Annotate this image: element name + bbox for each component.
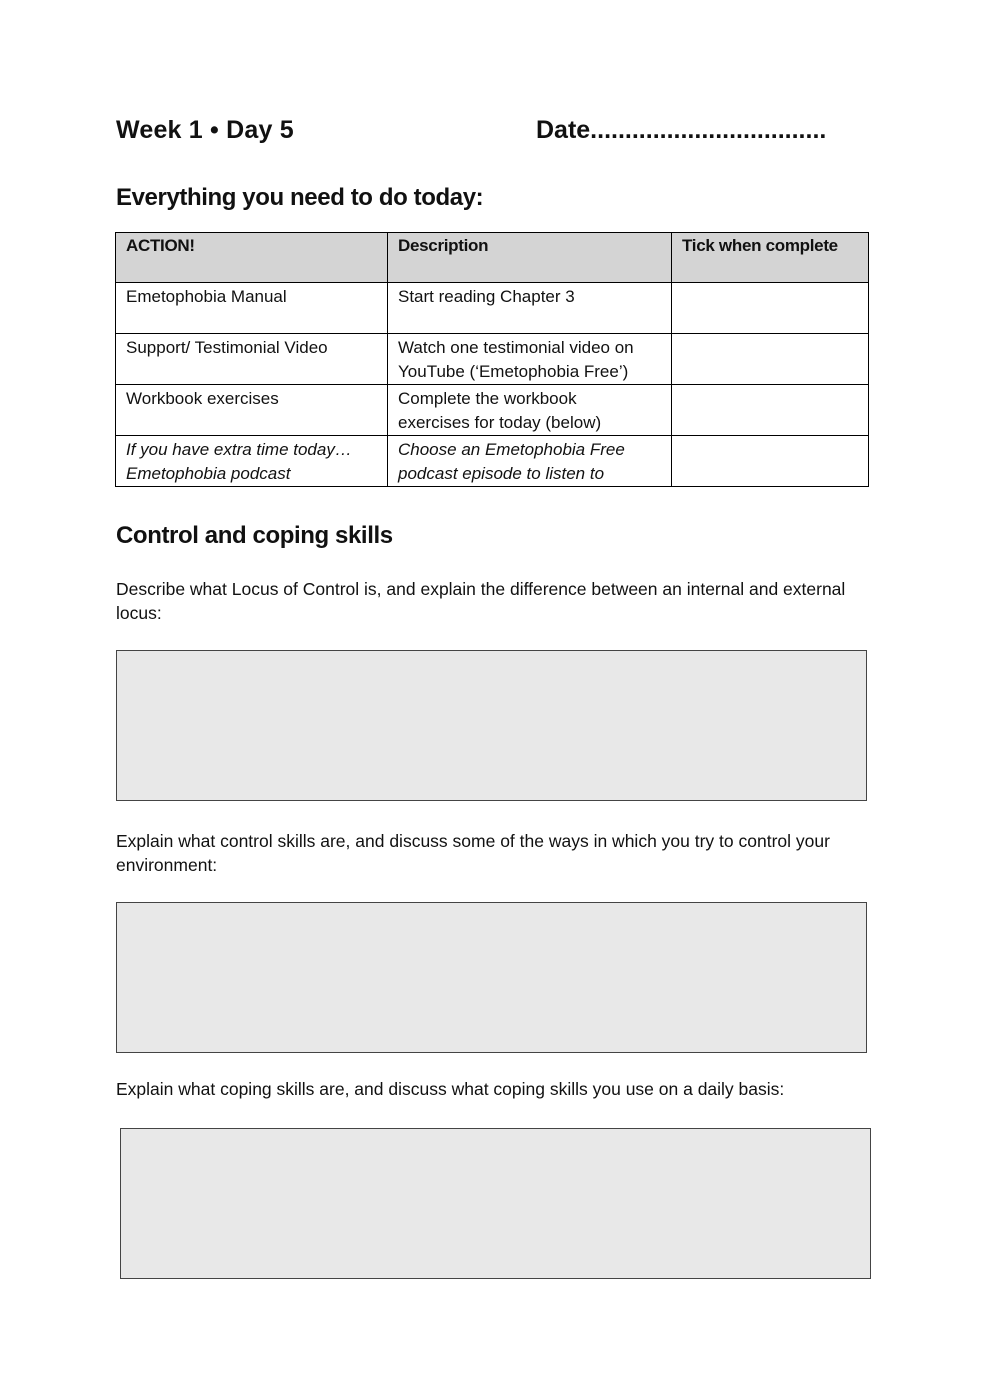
description-text: Choose an Emetophobia Free [398, 440, 625, 459]
today-section-title: Everything you need to do today: [116, 184, 484, 211]
description-text: Watch one testimonial video on [398, 338, 634, 357]
table-row [116, 436, 869, 487]
skills-section-title: Control and coping skills [116, 522, 393, 549]
control-skills-prompt: Explain what control skills are, and discuss some of the ways in which you try to control your environment: [116, 831, 830, 875]
tick-cell[interactable] [672, 334, 869, 385]
description-text: YouTube (‘Emetophobia Free’) [398, 362, 629, 381]
table-header-row [116, 233, 869, 283]
description-cell [388, 436, 672, 487]
locus-of-control-answer-box[interactable] [116, 650, 867, 801]
description-text: exercises for today (below) [398, 413, 602, 432]
action-cell [116, 436, 388, 487]
column-header-tick: Tick when complete [672, 233, 869, 283]
control-skills-answer-box[interactable] [116, 902, 867, 1053]
tick-cell[interactable] [672, 385, 869, 436]
description-cell [388, 283, 672, 334]
table-row [116, 385, 869, 436]
description-text: podcast episode to listen to [398, 464, 605, 483]
action-text: Emetophobia Manual [126, 287, 287, 306]
description-cell [388, 385, 672, 436]
date-field[interactable]: Date.................................. [536, 116, 827, 144]
coping-skills-answer-box[interactable] [120, 1128, 871, 1279]
week-day-heading: Week 1 • Day 5 [116, 116, 294, 144]
coping-skills-prompt: Explain what coping skills are, and discuss what coping skills you use on a daily basis: [116, 1079, 785, 1099]
tick-cell[interactable] [672, 283, 869, 334]
table-row [116, 283, 869, 334]
todo-table [115, 232, 869, 487]
table-row [116, 334, 869, 385]
action-text: Support/ Testimonial Video [126, 338, 328, 357]
action-text: If you have extra time today… [126, 440, 352, 459]
action-cell [116, 385, 388, 436]
locus-of-control-prompt: Describe what Locus of Control is, and explain the difference between an internal and external locus: [116, 579, 846, 623]
column-header-description: Description [388, 233, 672, 283]
description-text: Start reading Chapter 3 [398, 287, 575, 306]
action-text: Workbook exercises [126, 389, 279, 408]
description-cell [388, 334, 672, 385]
action-text: Emetophobia podcast [126, 464, 291, 483]
column-header-action: ACTION! [116, 233, 388, 283]
action-cell [116, 283, 388, 334]
tick-cell[interactable] [672, 436, 869, 487]
action-cell [116, 334, 388, 385]
description-text: Complete the workbook [398, 389, 577, 408]
